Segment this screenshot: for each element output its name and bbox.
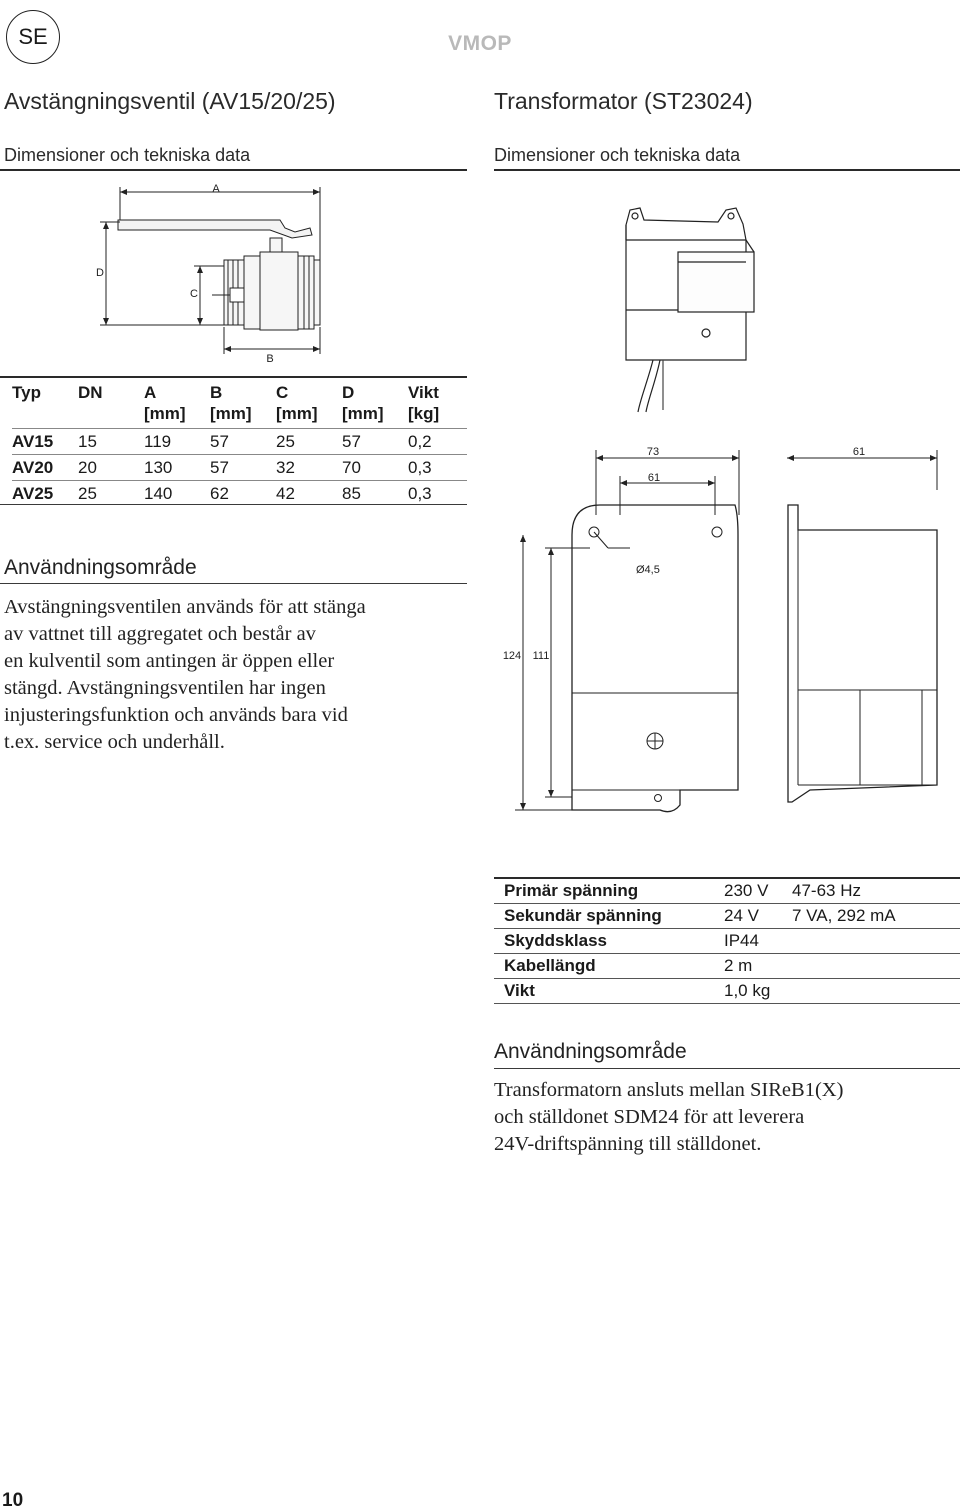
transformer-spec-table [494, 877, 960, 1004]
dim-hole: Ø4,5 [636, 564, 660, 576]
spec-value: 2 m [714, 954, 782, 979]
table-cell: 119 [144, 429, 210, 455]
spec-label: Primär spänning [494, 878, 714, 904]
dim-label-d: D [96, 267, 104, 279]
table-cell: 15 [78, 429, 144, 455]
spec-extra [782, 929, 960, 954]
table-cell: 25 [78, 481, 144, 507]
table-row [494, 979, 960, 1004]
usage-line: och ställdonet SDM24 för att leverera [494, 1106, 805, 1128]
valve-drawing [80, 172, 410, 372]
transformer-subtitle-rule [494, 169, 960, 171]
transformer-subtitle: Dimensioner och tekniska data [494, 145, 741, 165]
dim-label-b: B [266, 353, 274, 365]
valve-table-header [12, 382, 467, 429]
table-row [494, 878, 960, 904]
col-header: C [mm] [276, 383, 318, 423]
table-cell: 20 [78, 455, 144, 481]
usage-line: av vattnet till aggregatet och består av [4, 623, 316, 645]
col-header: D [mm] [342, 383, 384, 423]
valve-usage-rule [0, 583, 467, 584]
table-cell: 25 [276, 429, 342, 455]
language-code: SE [18, 24, 48, 49]
table-cell: 62 [210, 481, 276, 507]
usage-line: stängd. Avstängningsventilen har ingen [4, 677, 326, 699]
usage-line: en kulventil som antingen är öppen eller [4, 650, 335, 672]
table-cell: 57 [210, 429, 276, 455]
transformer-title: Transformator (ST23024) [494, 88, 753, 114]
usage-line: Transformatorn ansluts mellan SIReB1(X) [494, 1079, 844, 1101]
table-cell: 130 [144, 455, 210, 481]
usage-line: 24V-driftspänning till ställdonet. [494, 1133, 762, 1155]
dim-label-c: C [190, 288, 198, 300]
spec-extra: 7 VA, 292 mA [782, 904, 960, 929]
spec-value: 230 V [714, 878, 782, 904]
transformer-usage-text [494, 1077, 960, 1158]
col-header: A [mm] [144, 383, 186, 423]
table-cell: 42 [276, 481, 342, 507]
valve-subtitle-rule [0, 169, 467, 171]
valve-usage-text [4, 594, 464, 756]
spec-value: IP44 [714, 929, 782, 954]
transformer-usage-rule [494, 1068, 960, 1069]
valve-title: Avstängningsventil (AV15/20/25) [4, 88, 336, 114]
spec-label: Skyddsklass [494, 929, 714, 954]
table-cell: AV15 [12, 429, 78, 455]
col-header: Vikt [kg] [408, 383, 440, 423]
table-cell: 140 [144, 481, 210, 507]
table-cell: 32 [276, 455, 342, 481]
spec-label: Sekundär spänning [494, 904, 714, 929]
dim-label-a: A [212, 183, 220, 195]
transformer-3d-drawing [598, 200, 768, 430]
table-row [12, 429, 467, 455]
spec-label: Vikt [494, 979, 714, 1004]
usage-line: Avstängningsventilen används för att stänga [4, 596, 366, 618]
col-header: DN [78, 383, 103, 402]
valve-table-top-rule [0, 376, 467, 378]
valve-subtitle: Dimensioner och tekniska data [4, 145, 251, 165]
table-cell: 85 [342, 481, 408, 507]
dim-124: 124 [502, 650, 522, 662]
usage-line: t.ex. service och underhåll. [4, 731, 225, 753]
table-cell: 57 [210, 455, 276, 481]
dim-111: 111 [532, 650, 550, 662]
table-cell: AV25 [12, 481, 78, 507]
table-cell: 0,3 [408, 455, 467, 481]
table-row [12, 481, 467, 507]
spec-extra: 47-63 Hz [782, 878, 960, 904]
spec-extra [782, 979, 960, 1004]
table-cell: AV20 [12, 455, 78, 481]
table-cell: 70 [342, 455, 408, 481]
valve-table-bottom-rule [0, 504, 467, 505]
transformer-dimension-drawing [490, 440, 960, 830]
spec-extra [782, 954, 960, 979]
table-row [494, 904, 960, 929]
table-row [494, 929, 960, 954]
table-row [494, 954, 960, 979]
valve-usage-heading: Användningsområde [4, 556, 197, 579]
usage-line: injusteringsfunktion och används bara vid [4, 704, 348, 726]
valve-spec-table [12, 382, 467, 506]
dim-61-side: 61 [852, 446, 866, 458]
brand-name: VMOP [448, 32, 512, 55]
table-cell: 0,3 [408, 481, 467, 507]
table-row [12, 455, 467, 481]
col-header: Typ [12, 383, 41, 402]
page-number: 10 [2, 1490, 24, 1511]
dim-73: 73 [646, 446, 660, 458]
transformer-usage-heading: Användningsområde [494, 1040, 687, 1063]
dim-61-front: 61 [647, 472, 661, 484]
col-header: B [mm] [210, 383, 252, 423]
table-cell: 0,2 [408, 429, 467, 455]
spec-value: 24 V [714, 904, 782, 929]
spec-label: Kabellängd [494, 954, 714, 979]
table-cell: 57 [342, 429, 408, 455]
spec-value: 1,0 kg [714, 979, 782, 1004]
